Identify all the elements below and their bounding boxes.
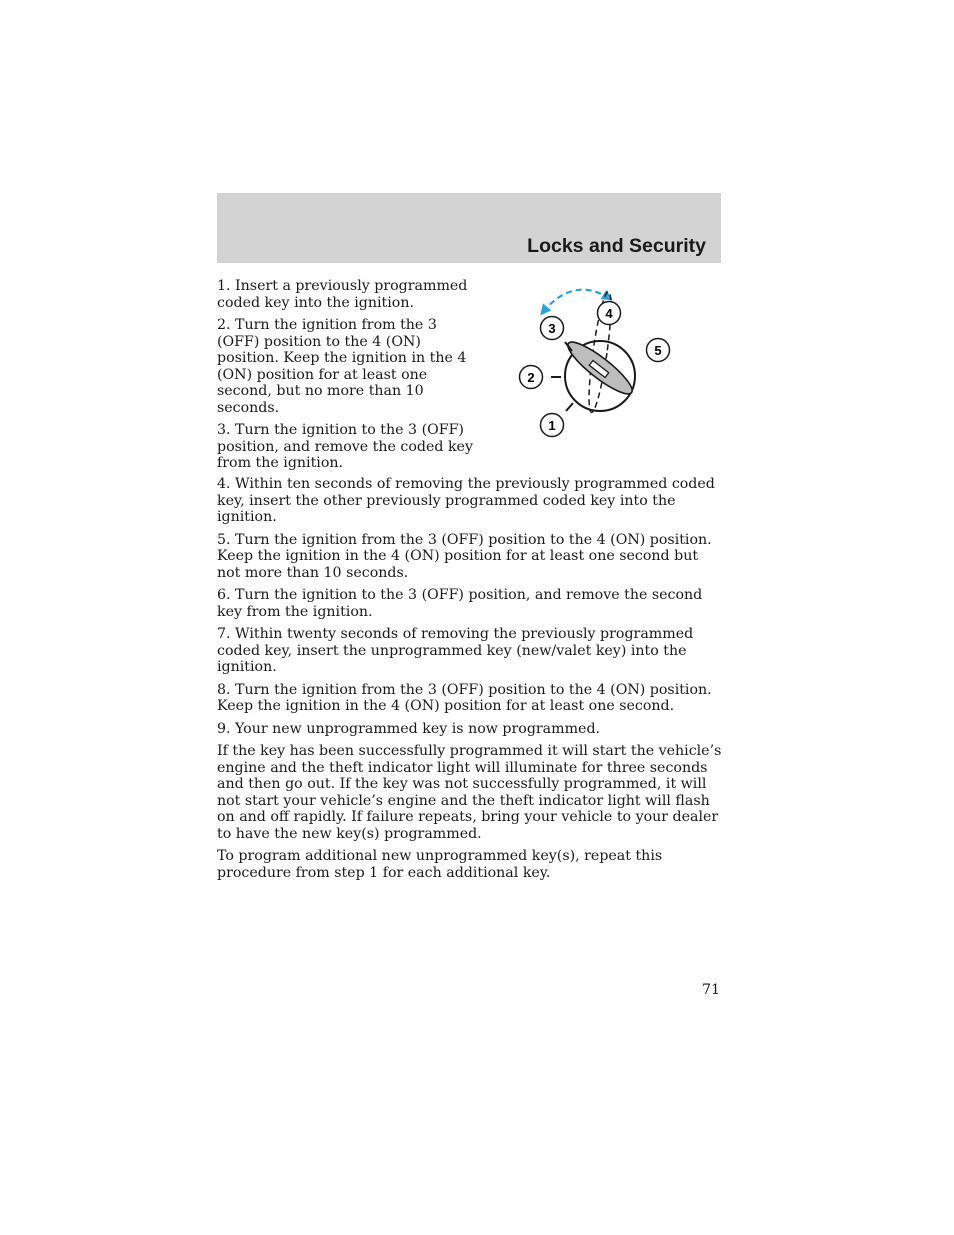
position-5-marker <box>647 339 670 362</box>
svg-text:3: 3 <box>548 321 556 336</box>
position-2-marker <box>520 366 543 389</box>
svg-text:5: 5 <box>654 343 662 358</box>
steps-top <box>217 278 475 478</box>
position-4-marker <box>598 302 621 325</box>
step-1: 1. Insert a previously programmed coded key into the ignition. <box>217 278 468 311</box>
position-3-marker <box>541 317 564 340</box>
position-1-marker <box>541 414 564 437</box>
additional-keys-paragraph: To program additional new unprogrammed key(s), repeat this procedure from step 1 for each additional key. <box>217 848 663 881</box>
steps-main <box>217 476 722 887</box>
step-4: 4. Within ten seconds of removing the previously programmed coded key, insert the other previously programmed coded key into the ignition. <box>217 476 715 525</box>
step-6: 6. Turn the ignition to the 3 (OFF) position, and remove the second key from the ignition. <box>217 587 703 620</box>
step-3: 3. Turn the ignition to the 3 (OFF) position, and remove the coded key from the ignition. <box>217 422 473 471</box>
step-8: 8. Turn the ignition from the 3 (OFF) position to the 4 (ON) position. Keep the ignition in the 4 (ON) position for at least one second. <box>217 681 712 714</box>
section-header-band <box>217 193 721 263</box>
svg-text:4: 4 <box>605 306 613 321</box>
step-9: 9. Your new unprogrammed key is now programmed. <box>217 720 601 737</box>
svg-text:2: 2 <box>527 370 535 385</box>
section-title: Locks and Security <box>527 235 706 257</box>
ignition-diagram <box>505 278 685 448</box>
step-2: 2. Turn the ignition from the 3 (OFF) position to the 4 (ON) position. Keep the ignition in the 4 (ON) position for at least one second, but no more than 10 seconds. <box>217 317 467 416</box>
page-number: 71 <box>701 982 720 998</box>
ignition-cylinder-icon <box>505 278 685 448</box>
step-5: 5. Turn the ignition from the 3 (OFF) position to the 4 (ON) position. Keep the ignition in the 4 (ON) position for at least one second but not more than 10 seconds. <box>217 531 712 581</box>
result-paragraph: If the key has been successfully programmed it will start the vehicle’s engine and the theft indicator light will illuminate for three seconds and then go out. If the key was not successfully programmed, it will not start your vehicle’s engine and the theft indicator light will flash on and off rapidly. If failure repeats, bring your vehicle to your dealer to have the new key(s) programmed. <box>217 743 722 842</box>
svg-text:1: 1 <box>548 418 556 433</box>
step-7: 7. Within twenty seconds of removing the previously programmed coded key, insert the unprogrammed key (new/valet key) into the ignition. <box>217 626 694 675</box>
